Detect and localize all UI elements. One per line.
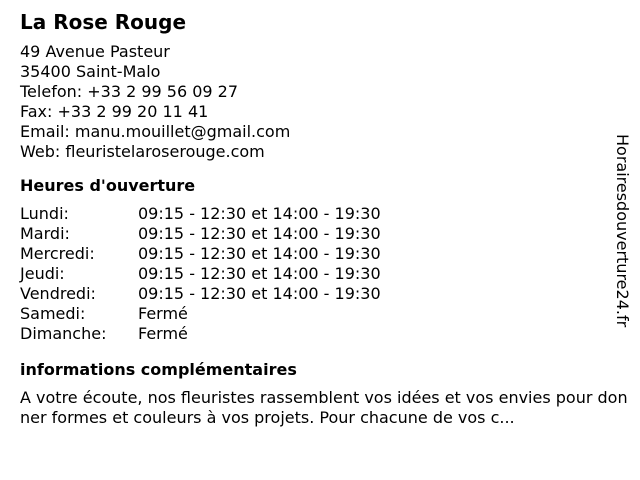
day-hours: 09:15 - 12:30 et 14:00 - 19:30 bbox=[138, 264, 381, 283]
additional-info-heading: informations complémentaires bbox=[20, 360, 297, 379]
day-label: Vendredi: bbox=[20, 284, 96, 303]
day-label: Dimanche: bbox=[20, 324, 107, 343]
opening-hours-heading: Heures d'ouverture bbox=[20, 176, 196, 195]
day-label: Mardi: bbox=[20, 224, 70, 243]
day-hours: Fermé bbox=[138, 304, 188, 323]
business-name: La Rose Rouge bbox=[20, 10, 187, 34]
day-label: Samedi: bbox=[20, 304, 86, 323]
day-label: Lundi: bbox=[20, 204, 69, 223]
day-hours: 09:15 - 12:30 et 14:00 - 19:30 bbox=[138, 204, 381, 223]
hours-row-wednesday bbox=[20, 244, 620, 264]
additional-info-text: A votre écoute, nos fleuristes rassemblent vos idées et vos envies pour donner formes et couleurs à vos projets. Pour chacune de vos c... bbox=[20, 388, 628, 427]
website: Web: fleuristelaroserouge.com bbox=[20, 142, 265, 161]
day-label: Mercredi: bbox=[20, 244, 95, 263]
day-hours: 09:15 - 12:30 et 14:00 - 19:30 bbox=[138, 284, 381, 303]
fax-number: Fax: +33 2 99 20 11 41 bbox=[20, 102, 209, 121]
hours-row-friday bbox=[20, 284, 620, 304]
hours-row-saturday bbox=[20, 304, 620, 324]
email-address: Email: manu.mouillet@gmail.com bbox=[20, 122, 291, 141]
day-hours: Fermé bbox=[138, 324, 188, 343]
hours-row-thursday bbox=[20, 264, 620, 284]
hours-row-tuesday bbox=[20, 224, 620, 244]
day-label: Jeudi: bbox=[20, 264, 65, 283]
phone-number: Telefon: +33 2 99 56 09 27 bbox=[20, 82, 239, 101]
opening-hours-table bbox=[20, 204, 620, 344]
day-hours: 09:15 - 12:30 et 14:00 - 19:30 bbox=[138, 244, 381, 263]
hours-row-sunday bbox=[20, 324, 620, 344]
day-hours: 09:15 - 12:30 et 14:00 - 19:30 bbox=[138, 224, 381, 243]
address-city: 35400 Saint-Malo bbox=[20, 62, 161, 81]
address-street: 49 Avenue Pasteur bbox=[20, 42, 170, 61]
site-watermark: Horairesdouverture24.fr bbox=[613, 134, 632, 328]
hours-row-monday bbox=[20, 204, 620, 224]
